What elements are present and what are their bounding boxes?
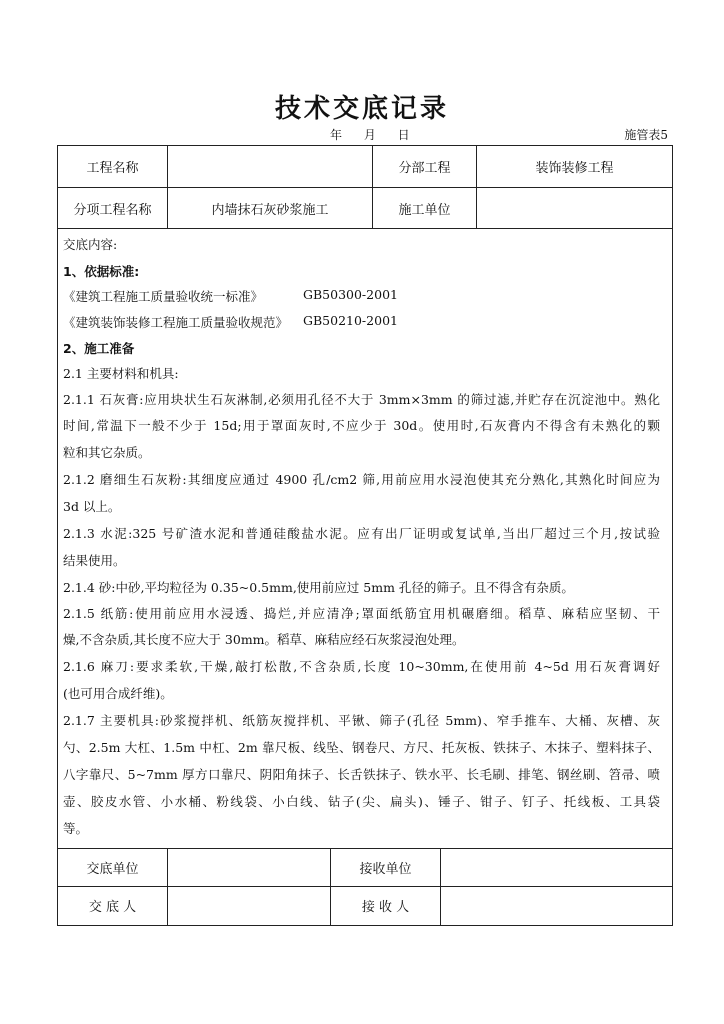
contractor-value[interactable] <box>477 188 672 228</box>
project-name-value[interactable] <box>168 146 372 187</box>
content-line: 3d 以上。 <box>63 499 121 514</box>
content-line: 燥,不含杂质,其长度不应大于 30mm。稻草、麻秸应经石灰浆浸泡处理。 <box>63 632 465 647</box>
content-line: 八字靠尺、5~7mm 厚方口靠尺、阴阳角抹子、长舌铁抹子、铁水平、长毛刷、排笔、钢丝刷、笤帚、喷 <box>63 767 660 782</box>
section-heading: 2、施工准备 <box>63 341 135 356</box>
content-line: 2.1.1 石灰膏:应用块状生石灰淋制,必须用孔径不大于 3mm×3mm 的筛过滤,并贮存在沉淀池中。熟化 <box>63 392 660 407</box>
content-line: 等。 <box>63 821 89 836</box>
content-line: 结果使用。 <box>63 553 126 568</box>
content-line: 2.1.4 砂:中砂,平均粒径为 0.35~0.5mm,使用前应过 5mm 孔径的筛子。且不得含有杂质。 <box>63 580 574 595</box>
division-value[interactable]: 装饰装修工程 <box>535 161 614 176</box>
project-name-label: 工程名称 <box>86 161 139 176</box>
date-fields: 年 月 日 <box>330 128 410 142</box>
standard-code: GB50300-2001 <box>303 287 398 302</box>
receiver-unit-value[interactable] <box>441 849 672 886</box>
content-intro: 交底内容: <box>63 237 118 252</box>
issuer-unit-label: 交底单位 <box>86 862 139 877</box>
standard-code: GB50210-2001 <box>303 313 398 328</box>
receiver-unit-label: 接收单位 <box>359 862 412 877</box>
issuer-person-label: 交 底 人 <box>88 900 137 915</box>
standard-item <box>63 313 398 331</box>
content-line: 2.1.7 主要机具:砂浆搅拌机、纸筋灰搅拌机、平锹、筛子(孔径 5mm)、窄手推车、大桶、灰槽、灰 <box>63 713 660 728</box>
form-number: 施管表5 <box>624 128 668 142</box>
date-row <box>0 126 724 142</box>
standard-item <box>63 287 398 305</box>
section-heading: 1、依据标准: <box>63 264 140 279</box>
content-line: 勺、2.5m 大杠、1.5m 中杠、2m 靠尺板、线坠、钢卷尺、方尺、托灰板、铁抹子、木抹子、塑料抹子、 <box>63 740 660 755</box>
standard-name: 《建筑工程施工质量验收统一标准》 <box>63 289 264 304</box>
receiver-person-label: 接 收 人 <box>361 900 410 915</box>
standard-name: 《建筑装饰装修工程施工质量验收规范》 <box>63 315 289 330</box>
page-title: 技术交底记录 <box>274 94 449 124</box>
content-line: 粒和其它杂质。 <box>63 445 151 460</box>
issuer-unit-value[interactable] <box>168 849 330 886</box>
issuer-person-value[interactable] <box>168 887 330 924</box>
receiver-person-value[interactable] <box>441 887 672 924</box>
subitem-label: 分项工程名称 <box>73 202 152 218</box>
division-label: 分部工程 <box>398 161 451 176</box>
content-line: 2.1.6 麻刀:要求柔软,干燥,敲打松散,不含杂质,长度 10~30mm,在使用前 4~5d 用石灰膏调好 <box>63 659 660 674</box>
content-line: 时间,常温下一般不少于 15d;用于罩面灰时,不应少于 30d。使用时,石灰膏内不得含有未熟化的颗 <box>63 418 660 433</box>
content-line: 2.1.2 磨细生石灰粉:其细度应通过 4900 孔/cm2 筛,用前应用水浸泡使其充分熟化,其熟化时间应为 <box>63 472 660 487</box>
content-line: 2.1.3 水泥:325 号矿渣水泥和普通硅酸盐水泥。应有出厂证明或复试单,当出厂超过三个月,按试验 <box>63 526 660 541</box>
subitem-value[interactable]: 内墙抹石灰砂浆施工 <box>211 202 329 218</box>
content-line: 壶、胶皮水管、小水桶、粉线袋、小白线、钻子(尖、扁头)、锤子、钳子、钉子、托线板、工具袋 <box>63 794 660 809</box>
row-divider <box>57 228 673 229</box>
content-line: 2.1 主要材料和机具: <box>63 366 179 381</box>
contractor-label: 施工单位 <box>398 202 451 218</box>
content-line: 2.1.5 纸筋:使用前应用水浸透、捣烂,并应清净;罩面纸筋宜用机碾磨细。稻草、麻秸应坚韧、干 <box>63 606 660 621</box>
content-line: (也可用合成纤维)。 <box>63 686 173 701</box>
